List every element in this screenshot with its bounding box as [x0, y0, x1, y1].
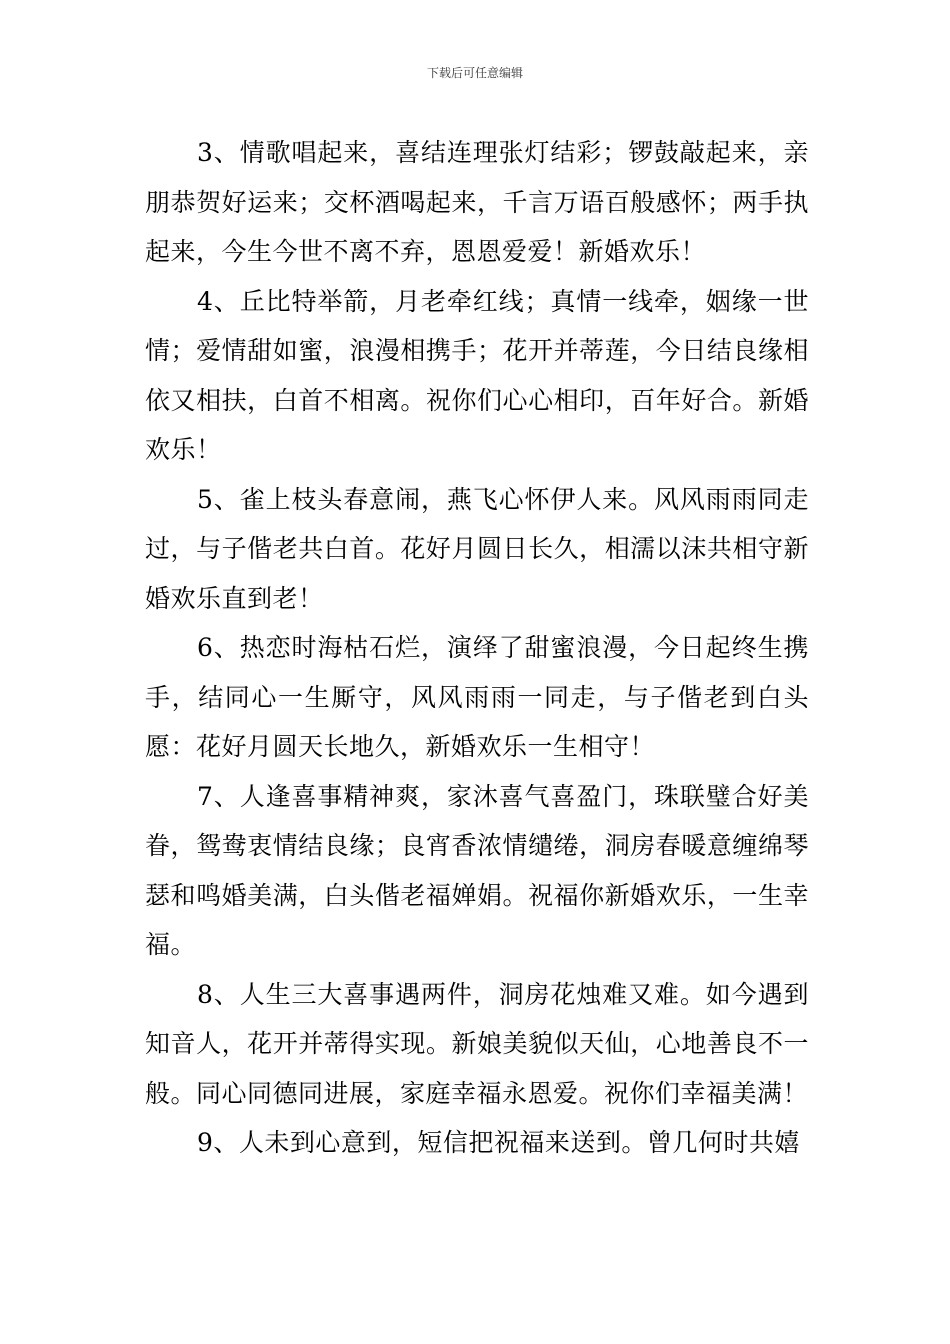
- paragraph-4: 4、丘比特举箭，月老牵红线；真情一线牵，姻缘一世情；爱情甜如蜜，浪漫相携手；花开并蒂莲，今日结良缘相依又相扶，白首不相离。祝你们心心相印，百年好合。新婚欢乐！: [145, 286, 809, 464]
- paragraph-5: 5、雀上枝头春意闹，燕飞心怀伊人来。风风雨雨同走过，与子偕老共白首。花好月圆日长久，相濡以沫共相守新婚欢乐直到老！: [145, 484, 809, 613]
- paragraph-8: 8、人生三大喜事遇两件，洞房花烛难又难。如今遇到知音人，花开并蒂得实现。新娘美貌似天仙，心地善良不一般。同心同德同进展，家庭幸福永恩爱。祝你们幸福美满！: [145, 979, 809, 1108]
- paragraph-7: 7、人逢喜事精神爽，家沐喜气喜盈门，珠联璧合好美眷，鸳鸯衷情结良缘；良宵香浓情缱绻，洞房春暖意缠绵琴瑟和鸣婚美满，白头偕老福婵娟。祝福你新婚欢乐，一生幸福。: [145, 781, 809, 959]
- document-body: [145, 128, 809, 1168]
- paragraph-3: 3、情歌唱起来，喜结连理张灯结彩；锣鼓敲起来，亲朋恭贺好运来；交杯酒喝起来，千言万语百般感怀；两手执起来，今生今世不离不弃，恩恩爱爱！新婚欢乐！: [145, 138, 809, 266]
- paragraph-6: 6、热恋时海枯石烂，演绎了甜蜜浪漫，今日起终生携手，结同心一生厮守，风风雨雨一同走，与子偕老到白头愿：花好月圆天长地久，新婚欢乐一生相守！: [145, 633, 809, 761]
- page-header: 下载后可任意编辑: [426, 66, 523, 80]
- paragraph-9: 9、人未到心意到，短信把祝福来送到。曾几何时共嬉: [197, 1128, 800, 1157]
